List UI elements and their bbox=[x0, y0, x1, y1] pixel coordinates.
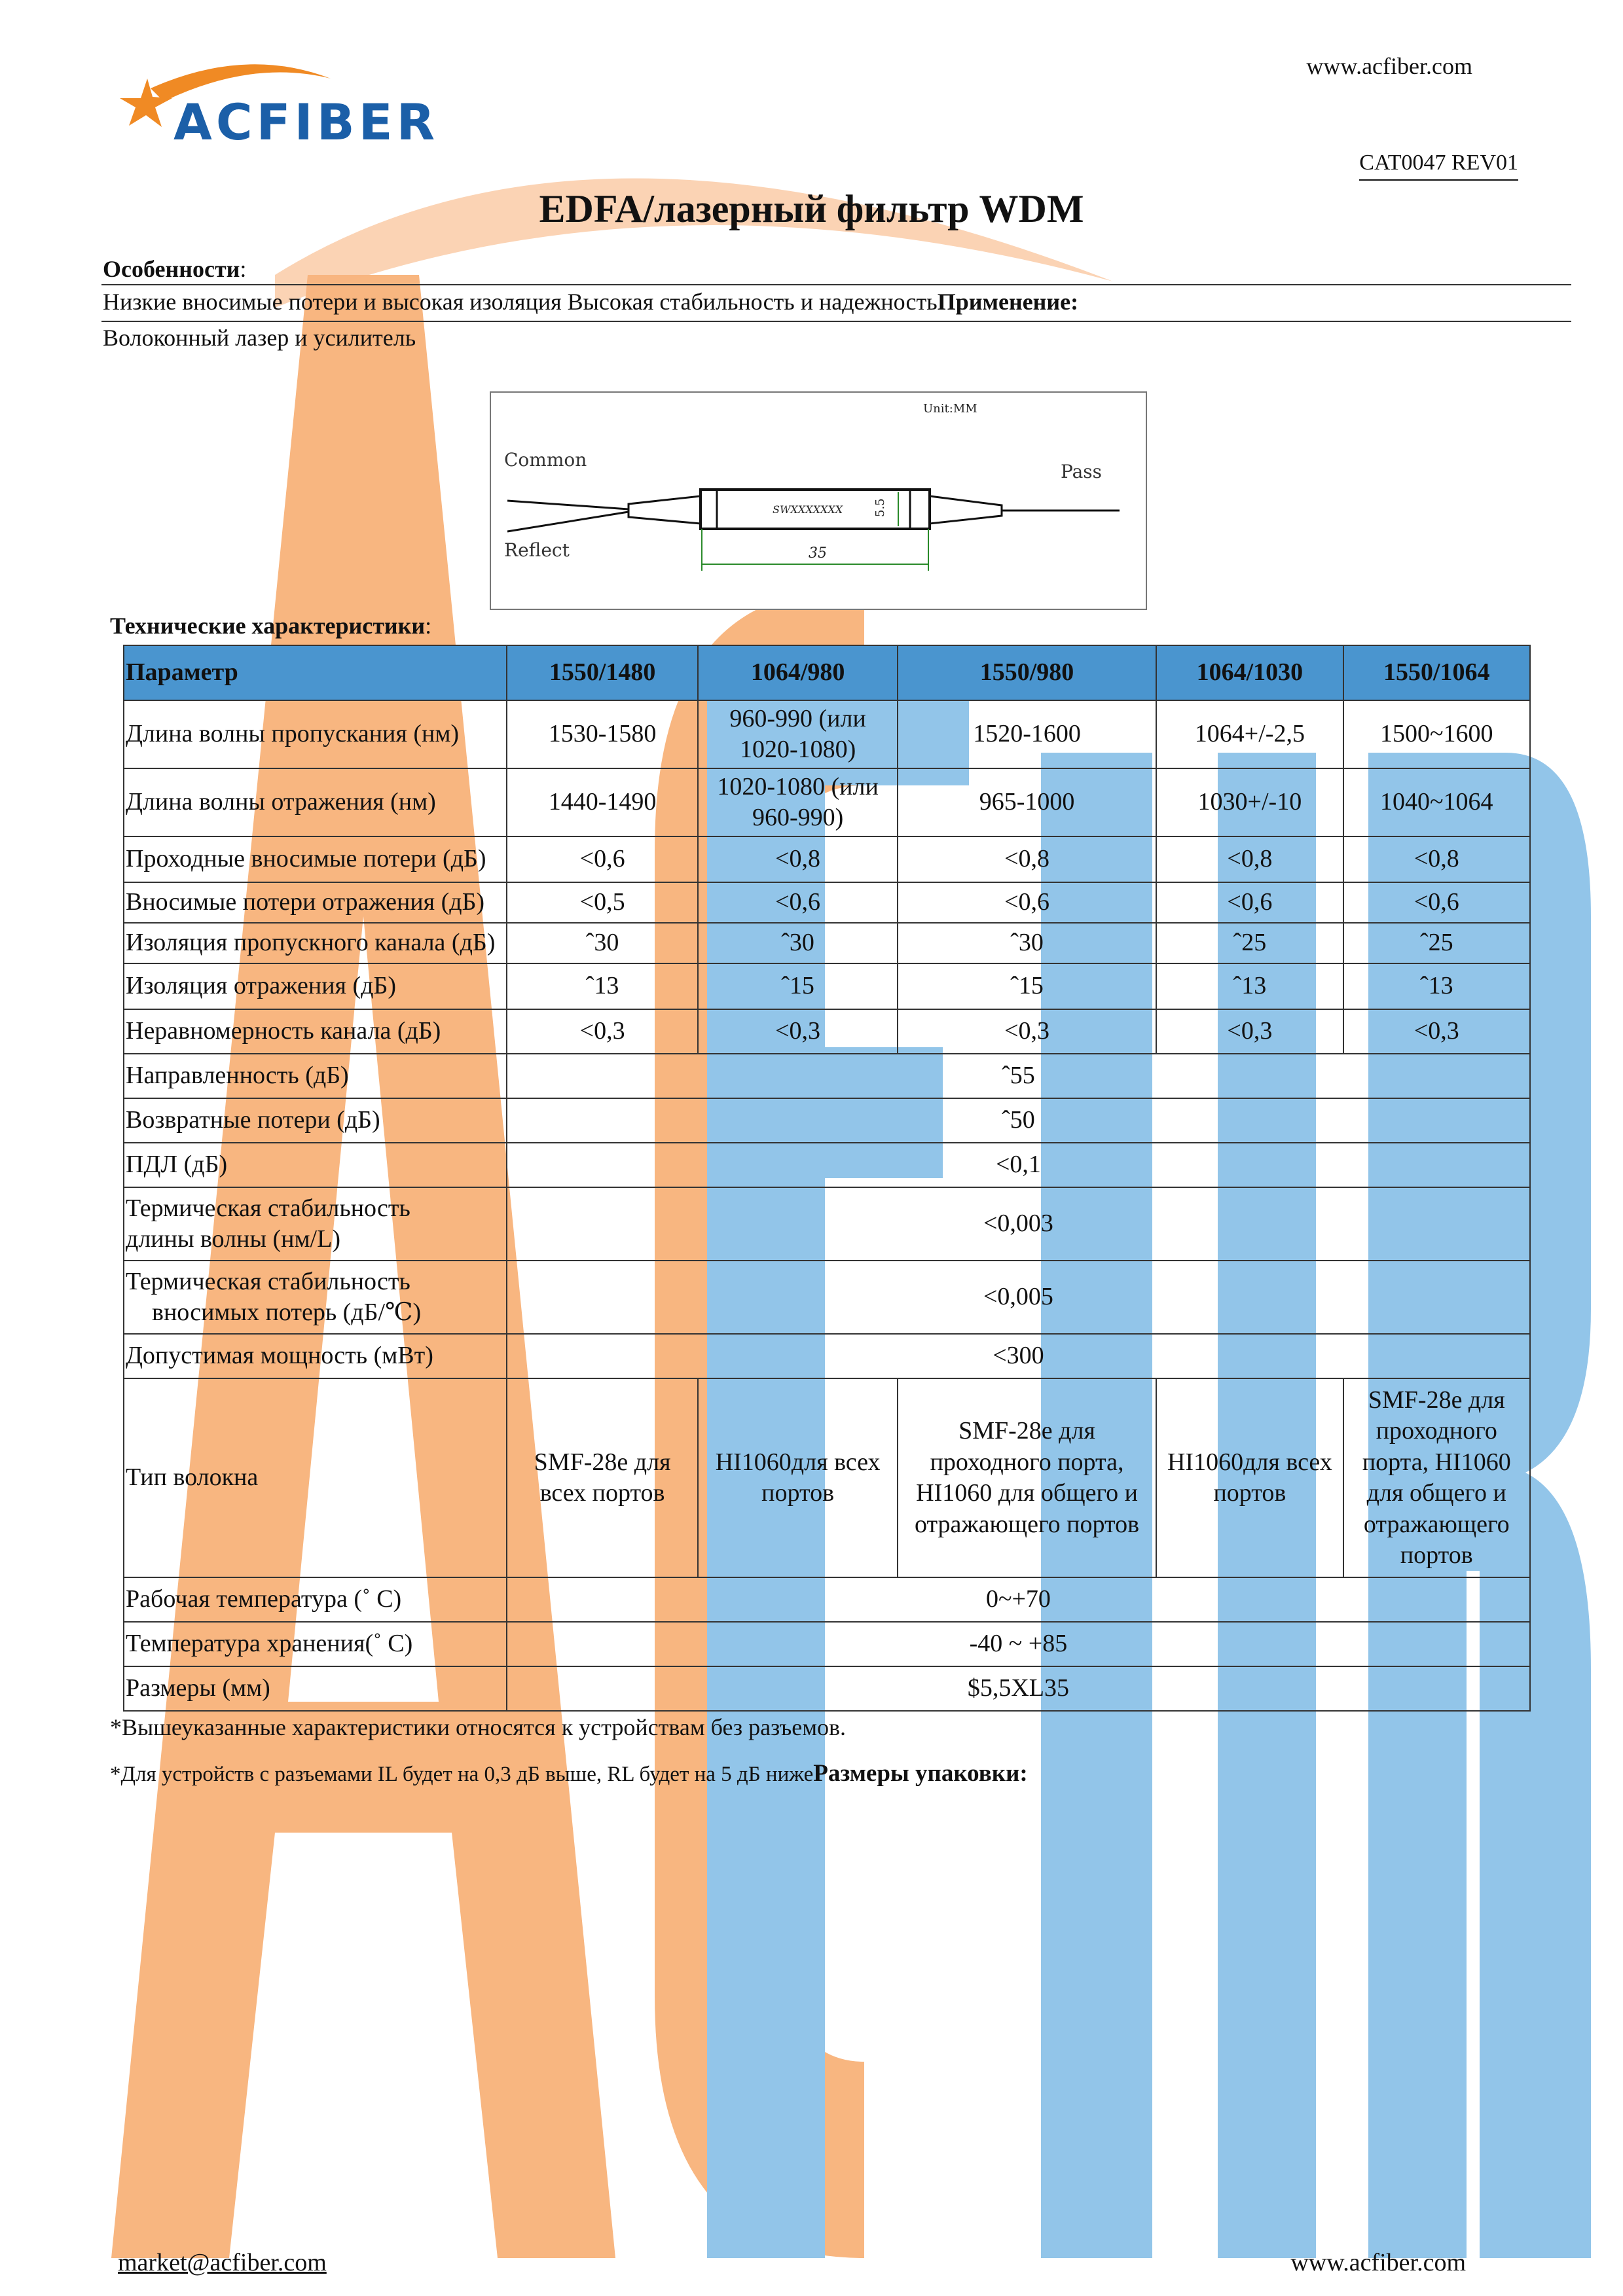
value-cell: 1520-1600 bbox=[898, 700, 1156, 768]
value-cell: $5,5XL35 bbox=[507, 1666, 1530, 1711]
divider bbox=[101, 321, 1571, 322]
header-cell-model: 1064/980 bbox=[698, 645, 898, 700]
table-row bbox=[124, 768, 1530, 836]
header-cell-model: 1550/1064 bbox=[1343, 645, 1530, 700]
company-logo bbox=[115, 52, 468, 157]
value-cell: <0,8 bbox=[1156, 836, 1343, 882]
value-cell: ˆ50 bbox=[507, 1098, 1530, 1143]
value-cell: <0,8 bbox=[898, 836, 1156, 882]
param-cell bbox=[124, 1187, 507, 1261]
param-cell: Направленность (дБ) bbox=[124, 1054, 507, 1098]
table-row bbox=[124, 1054, 1530, 1098]
value-cell: 1500~1600 bbox=[1343, 700, 1530, 768]
value-cell: 1064+/-2,5 bbox=[1156, 700, 1343, 768]
value-cell: 0~+70 bbox=[507, 1577, 1530, 1622]
value-cell: 960-990 (или 1020-1080) bbox=[698, 700, 898, 768]
boot-right bbox=[930, 496, 1002, 524]
note-connectors-text: *Для устройств с разъемами IL будет на 0,3 дБ выше, RL будет на 5 дБ ниже bbox=[110, 1763, 814, 1786]
logo-text: ACFIBER bbox=[173, 93, 439, 151]
param-cell: ПДЛ (дБ) bbox=[124, 1143, 507, 1187]
wdm-drawing bbox=[491, 393, 1146, 609]
value-cell: <0,6 bbox=[1156, 882, 1343, 923]
table-row bbox=[124, 1009, 1530, 1054]
value-cell: HI1060для всех портов bbox=[698, 1378, 898, 1577]
features-heading bbox=[103, 255, 246, 283]
value-cell: HI1060для всех портов bbox=[1156, 1378, 1343, 1577]
value-cell: ˆ13 bbox=[1343, 963, 1530, 1009]
value-cell: SMF-28e для всех портов bbox=[507, 1378, 698, 1577]
page-title: EDFA/лазерный фильтр WDM bbox=[539, 187, 1084, 230]
value-cell: -40 ~ +85 bbox=[507, 1622, 1530, 1666]
value-cell: <0,6 bbox=[898, 882, 1156, 923]
param-cell: Температура хранения(˚ C) bbox=[124, 1622, 507, 1666]
value-cell: <0,6 bbox=[698, 882, 898, 923]
table-row bbox=[124, 1577, 1530, 1622]
common-label: Common bbox=[504, 449, 587, 471]
value-cell: <0,3 bbox=[1156, 1009, 1343, 1054]
value-cell: ˆ55 bbox=[507, 1054, 1530, 1098]
value-cell: ˆ25 bbox=[1343, 923, 1530, 963]
table-row bbox=[124, 836, 1530, 882]
value-cell: ˆ30 bbox=[698, 923, 898, 963]
value-cell: 1530-1580 bbox=[507, 700, 698, 768]
value-cell: 1440-1490 bbox=[507, 768, 698, 836]
value-cell: <0,3 bbox=[1343, 1009, 1530, 1054]
specs-label: Технические характеристики bbox=[110, 613, 426, 639]
table-row bbox=[124, 1098, 1530, 1143]
param-line: Термическая стабильность bbox=[126, 1194, 410, 1222]
table-row bbox=[124, 1261, 1530, 1334]
features-text: Низкие вносимые потери и высокая изоляция Высокая стабильность и надежность bbox=[103, 289, 938, 315]
unit-label: Unit:MM bbox=[923, 402, 977, 416]
value-cell: <0,3 bbox=[898, 1009, 1156, 1054]
document-code: CAT0047 REV01 bbox=[1359, 151, 1518, 181]
param-cell: Возвратные потери (дБ) bbox=[124, 1098, 507, 1143]
table-row bbox=[124, 923, 1530, 963]
value-cell: ˆ13 bbox=[1156, 963, 1343, 1009]
features-label-colon: : bbox=[240, 256, 247, 282]
value-cell: ˆ25 bbox=[1156, 923, 1343, 963]
value-cell: 1020-1080 (или 960-990) bbox=[698, 768, 898, 836]
value-cell: <0,6 bbox=[507, 836, 698, 882]
table-row bbox=[124, 1143, 1530, 1187]
value-cell: ˆ15 bbox=[898, 963, 1156, 1009]
common-fiber bbox=[507, 501, 629, 509]
value-cell: <0,005 bbox=[507, 1261, 1530, 1334]
boot-left bbox=[629, 496, 701, 524]
param-cell: Неравномерность канала (дБ) bbox=[124, 1009, 507, 1054]
param-cell: Допустимая мощность (мВт) bbox=[124, 1334, 507, 1378]
value-cell: <0,3 bbox=[698, 1009, 898, 1054]
value-cell: 965-1000 bbox=[898, 768, 1156, 836]
table-row bbox=[124, 700, 1530, 768]
param-cell: Длина волны пропускания (нм) bbox=[124, 700, 507, 768]
param-cell bbox=[124, 1261, 507, 1334]
packaging-label: Размеры упаковки: bbox=[813, 1760, 1028, 1787]
value-cell: SMF-28e для проходного порта, HI1060 для общего и отражающего портов bbox=[898, 1378, 1156, 1577]
specs-table bbox=[123, 645, 1531, 1712]
param-line: вносимых потерь (дБ/℃) bbox=[152, 1299, 422, 1326]
specs-label-colon: : bbox=[425, 613, 432, 639]
features-line bbox=[103, 288, 1078, 315]
header-cell-model: 1550/980 bbox=[898, 645, 1156, 700]
component-drawing bbox=[490, 391, 1147, 610]
value-cell: 1030+/-10 bbox=[1156, 768, 1343, 836]
header-cell-parameter: Параметр bbox=[124, 645, 507, 700]
specs-table-body bbox=[124, 645, 1530, 1711]
footer-email-link[interactable]: market@acfiber.com bbox=[118, 2249, 327, 2276]
param-cell: Тип волокна bbox=[124, 1378, 507, 1577]
param-line: длины волны (нм/L) bbox=[126, 1225, 340, 1253]
value-cell: <0,8 bbox=[698, 836, 898, 882]
param-line: Термическая стабильность bbox=[126, 1267, 410, 1295]
value-cell: SMF-28e для проходного порта, HI1060 для общего и отражающего портов bbox=[1343, 1378, 1530, 1577]
table-row bbox=[124, 1187, 1530, 1261]
header-website[interactable]: www.acfiber.com bbox=[1306, 53, 1472, 79]
param-cell: Изоляция отражения (дБ) bbox=[124, 963, 507, 1009]
value-cell: ˆ15 bbox=[698, 963, 898, 1009]
divider bbox=[101, 284, 1571, 285]
table-row bbox=[124, 1378, 1530, 1577]
value-cell: <0,1 bbox=[507, 1143, 1530, 1187]
table-row bbox=[124, 882, 1530, 923]
value-cell: <300 bbox=[507, 1334, 1530, 1378]
diameter-label: 5.5 bbox=[873, 498, 887, 517]
value-cell: <0,8 bbox=[1343, 836, 1530, 882]
header-cell-model: 1064/1030 bbox=[1156, 645, 1343, 700]
value-cell: ˆ13 bbox=[507, 963, 698, 1009]
application-text: Волоконный лазер и усилитель bbox=[103, 325, 416, 351]
table-row bbox=[124, 1622, 1530, 1666]
part-label: SWXXXXXXX bbox=[773, 503, 843, 516]
note-without-connectors: *Вышеуказанные характеристики относятся к устройствам без разъемов. bbox=[110, 1714, 847, 1740]
note-with-connectors bbox=[110, 1759, 1028, 1787]
pass-label: Pass bbox=[1061, 461, 1103, 482]
value-cell: <0,003 bbox=[507, 1187, 1530, 1261]
table-row bbox=[124, 1334, 1530, 1378]
value-cell: <0,3 bbox=[507, 1009, 698, 1054]
value-cell: ˆ30 bbox=[898, 923, 1156, 963]
param-cell: Проходные вносимые потери (дБ) bbox=[124, 836, 507, 882]
length-label: 35 bbox=[809, 545, 827, 562]
value-cell: <0,6 bbox=[1343, 882, 1530, 923]
param-cell: Вносимые потери отражения (дБ) bbox=[124, 882, 507, 923]
table-row bbox=[124, 1666, 1530, 1711]
table-header-row bbox=[124, 645, 1530, 700]
reflect-fiber bbox=[507, 512, 629, 531]
param-cell: Размеры (мм) bbox=[124, 1666, 507, 1711]
features-label: Особенности bbox=[103, 256, 240, 282]
reflect-label: Reflect bbox=[504, 539, 570, 561]
value-cell: 1040~1064 bbox=[1343, 768, 1530, 836]
param-cell: Изоляция пропускного канала (дБ) bbox=[124, 923, 507, 963]
application-label: Применение: bbox=[937, 289, 1079, 315]
value-cell: ˆ30 bbox=[507, 923, 698, 963]
specs-heading bbox=[110, 612, 431, 639]
footer-email[interactable] bbox=[118, 2248, 327, 2277]
param-cell: Рабочая температура (˚ C) bbox=[124, 1577, 507, 1622]
value-cell: <0,5 bbox=[507, 882, 698, 923]
header-cell-model: 1550/1480 bbox=[507, 645, 698, 700]
param-cell: Длина волны отражения (нм) bbox=[124, 768, 507, 836]
footer-website[interactable]: www.acfiber.com bbox=[1290, 2249, 1466, 2276]
table-row bbox=[124, 963, 1530, 1009]
